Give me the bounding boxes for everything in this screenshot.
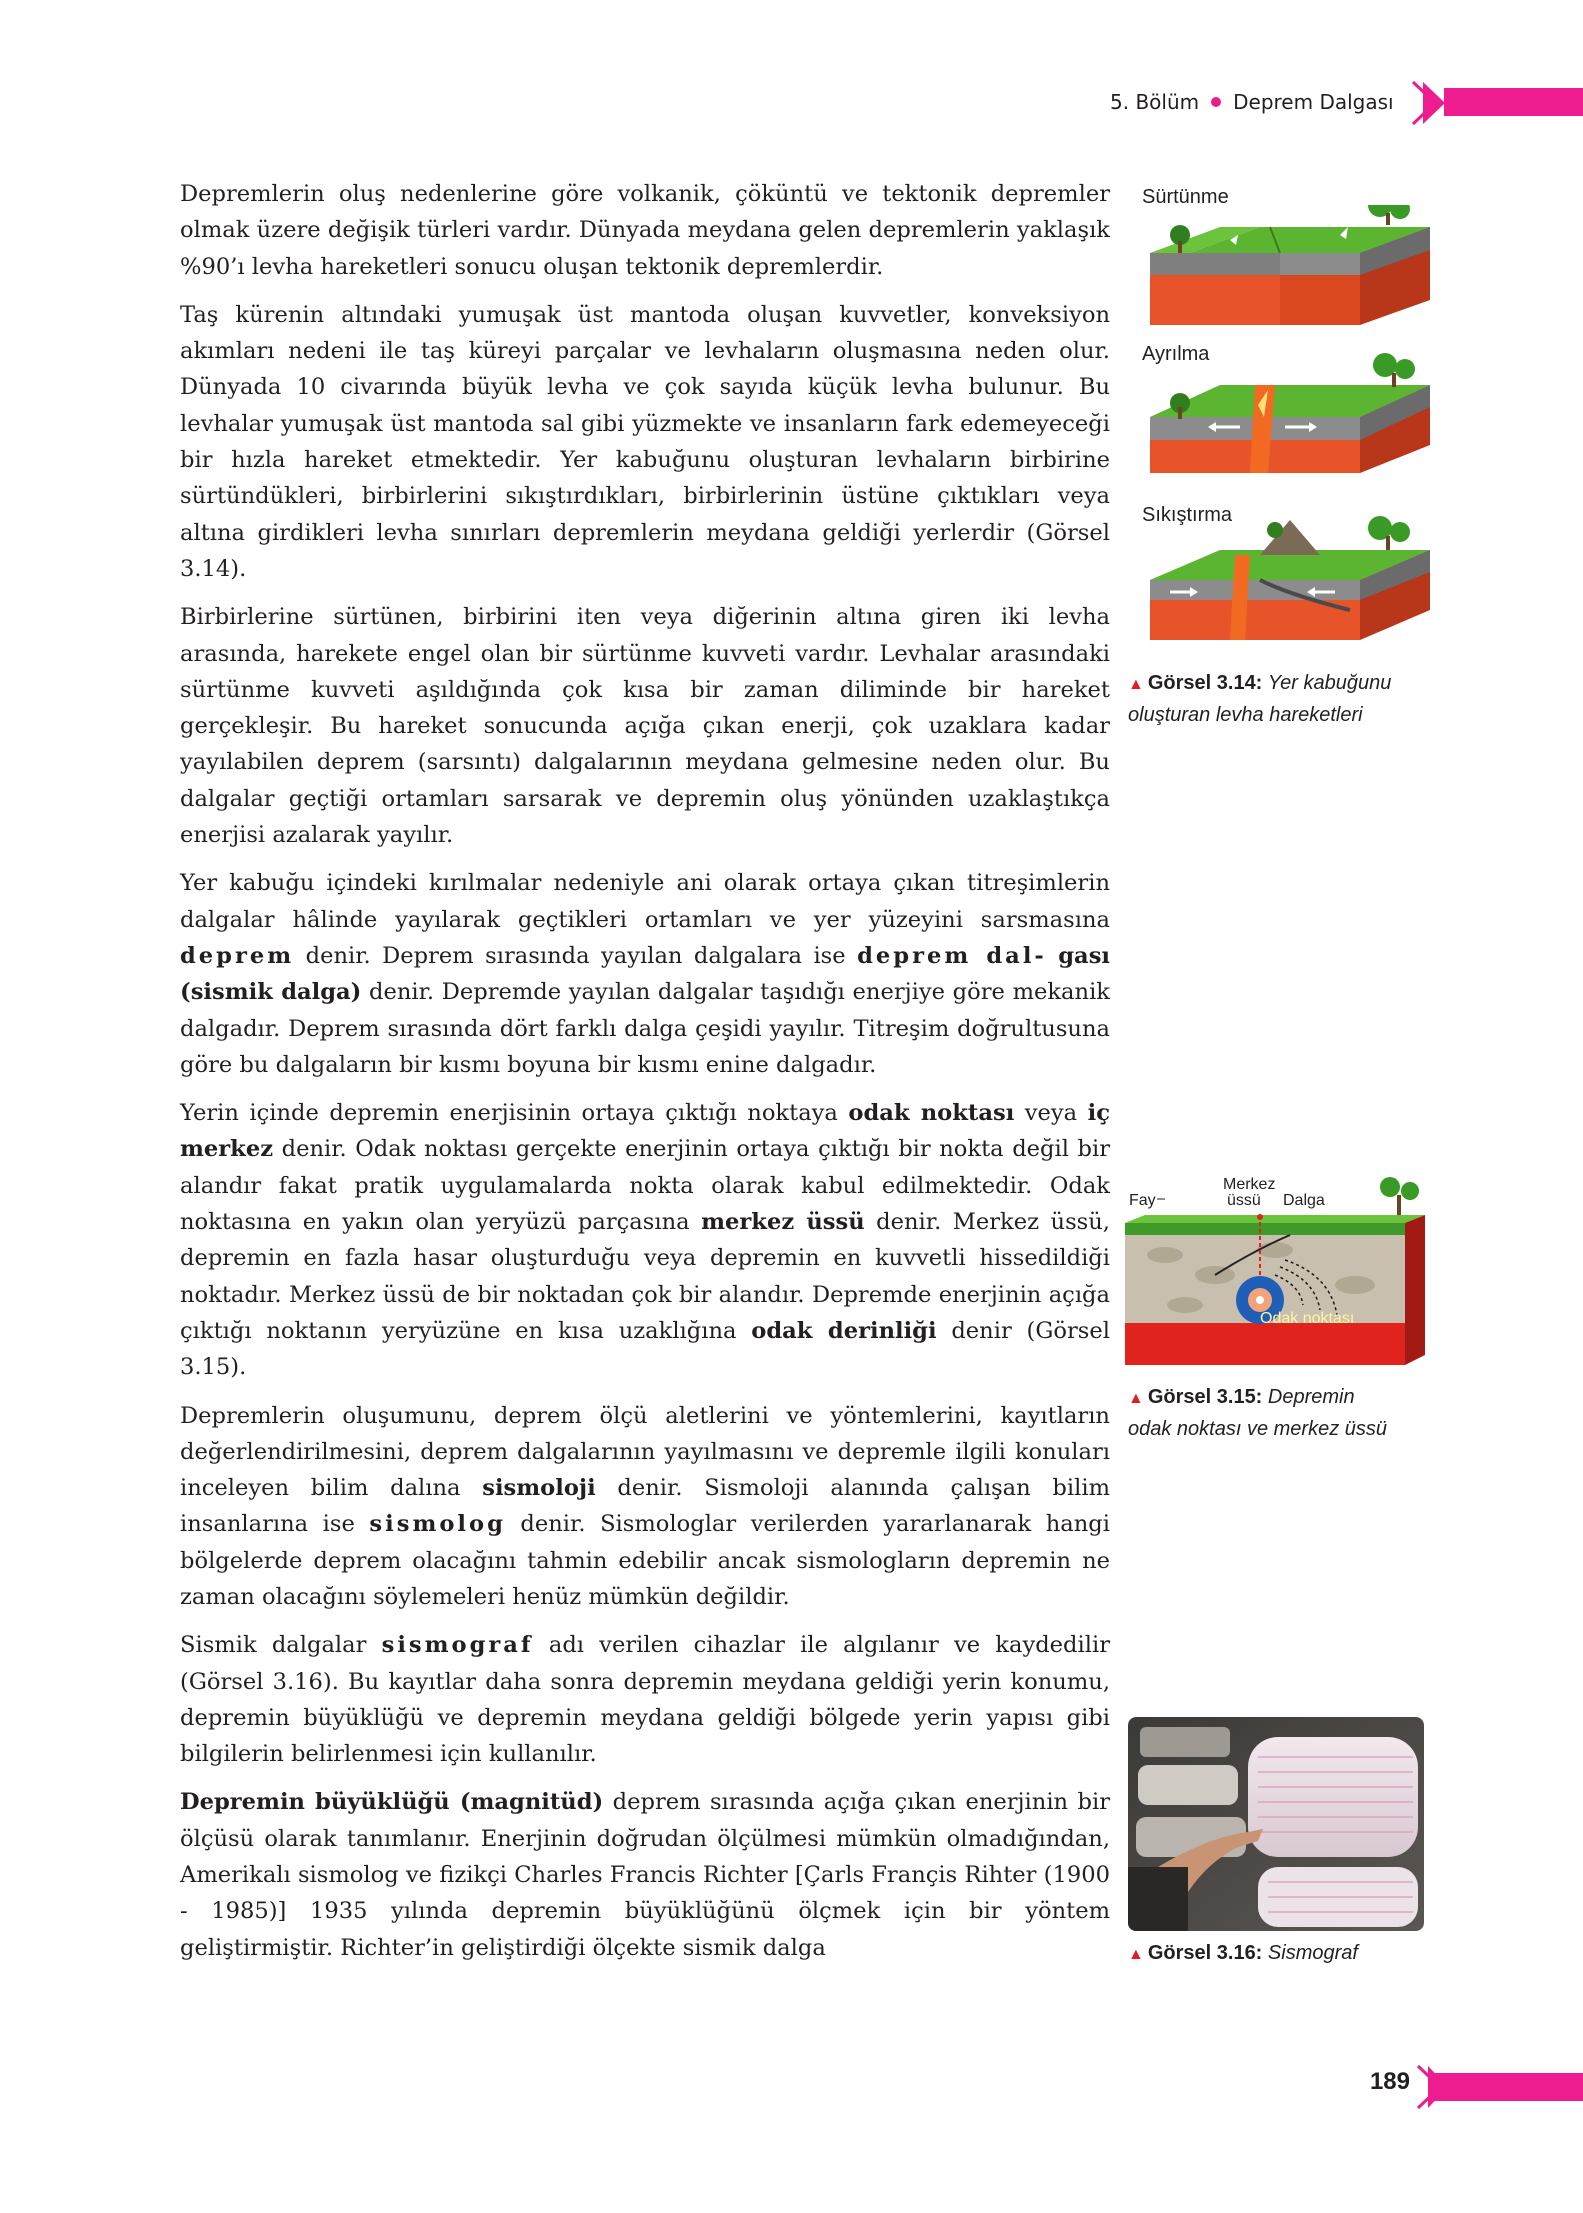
term-deprem-dalgasi: deprem dal- bbox=[857, 942, 1047, 969]
fig315-label-fay: Fay bbox=[1129, 1192, 1156, 1209]
plate-friction-illustration bbox=[1150, 205, 1430, 335]
term-merkez-ussu: merkez üssü bbox=[701, 1209, 865, 1236]
fig315-label-odak: Odak noktası bbox=[1260, 1310, 1355, 1327]
paragraph-4: Yer kabuğu içindeki kırılmalar nedeniyle ani olarak ortaya çıkan titreşimlerin dalgalar hâlinde yayılarak geçtikleri ortamları ve yer yüzeyini sarsmasına deprem denir. Deprem sırasında yayılan dalgalara ise deprem dal- gası (sismik dalga) denir. Depremde yayılan dalgalar taşıdığı enerjiye göre mekanik dalgadır. Deprem sırasında dört farklı dalga çeşidi yayılır. Titreşim doğrultusuna göre bu dalgaların bir kısmı boyuna bir kısmı enine dalgadır. bbox=[180, 870, 1110, 1078]
fig314-caption: ▲ Görsel 3.14: Yer kabuğunu oluşturan levha hareketleri bbox=[1128, 672, 1392, 726]
plate-compression-illustration bbox=[1150, 500, 1430, 650]
paragraph-3: Birbirlerine sürtünen, birbirini iten veya diğerinin altına giren iki levha arasında, harekete engel olan bir sürtünme kuvveti vardır. Levhalar arasındaki sürtünme kuvveti aşıldığında çok kısa bir zaman diliminde bir hareket gerçekleşir. Bu hareket sonucunda açığa çıkan enerji, çok uzaklara kadar yayılabilen deprem (sarsıntı) dalgalarının meydana gelmesine neden olur. Bu dalgalar geçtiği ortamları sarsarak ve depremin oluş yönünden uzaklaştıkça enerjisi azalarak yayılır. bbox=[180, 604, 1110, 849]
running-header bbox=[1110, 82, 1394, 122]
term-sismoloji: sismoloji bbox=[482, 1475, 596, 1502]
term-sismograf: sismograf bbox=[381, 1632, 534, 1659]
paragraph-7: Sismik dalgalar sismograf adı verilen cihazlar ile algılanır ve kaydedilir (Görsel 3.16). Bu kayıtlar daha sonra depremin meydana geldiği yerin konumu, depremin büyüklüğü ve depremin meydana geldiği bölgede yerin yapısı gibi bilgilerin belirlenmesi için kullanılır. bbox=[180, 1632, 1110, 1768]
caption-triangle-icon: ▲ bbox=[1128, 1390, 1144, 1407]
caption-triangle-icon: ▲ bbox=[1128, 1946, 1144, 1963]
seismograph-photo bbox=[1128, 1717, 1424, 1931]
bullet-dot-icon bbox=[1211, 97, 1221, 107]
term-sismik-dalga: gası (sismik dalga) bbox=[180, 942, 1110, 1006]
fig314-label-sikistirma: Sıkıştırma bbox=[1142, 504, 1233, 526]
page-number: 189 bbox=[1369, 2068, 1410, 2095]
term-odak-derinligi: odak derinliği bbox=[751, 1317, 937, 1344]
paragraph-5: Yerin içinde depremin enerjisinin ortaya çıktığı noktaya odak noktası veya iç merkez denir. Odak noktası gerçekte enerjinin ortaya çıktığı bir nokta değil bir alandır fakat pratik uygulamalarda nokta olarak kabul edilmektedir. Odak noktasına en yakın olan yeryüzü parçasına merkez üssü denir. Merkez üssü, depremin en fazla hasar oluşturduğu veya depremin en kuvvetli hissedildiği noktadır. Merkez üssü de bir noktadan çok bir alandır. Depremde enerjinin açığa çıktığı noktanın yeryüzüne en kısa uzaklığına odak derinliği denir (Görsel 3.15). bbox=[180, 1100, 1110, 1381]
main-text bbox=[180, 176, 1110, 1978]
term-magnitud: Depremin büyüklüğü (magnitüd) bbox=[180, 1789, 604, 1816]
plate-divergence-illustration bbox=[1150, 345, 1430, 480]
fig314-label-surtunme: Sürtünme bbox=[1142, 186, 1229, 208]
header-accent-bar bbox=[1444, 88, 1583, 116]
section-label: Deprem Dalgası bbox=[1233, 90, 1394, 114]
chapter-label: 5. Bölüm bbox=[1110, 90, 1200, 114]
paragraph-2: Taş kürenin altındaki yumuşak üst mantoda oluşan kuvvetler, konveksiyon akımları nedeni ile taş küreyi parçalar ve levhaların oluşmasına neden olur. Dünyada 10 civarında büyük levha ve çok sayıda küçük levha bulunur. Bu levhalar yumuşak üst mantoda sal gibi yüzmekte ve insanların fark edemeyeceği bir hızla hareket etmektedir. Yer kabuğunu oluşturan levhaların birbirine sürtündükleri, birbirlerini sıkıştırdıkları, birbirlerinin üstüne çıktıkları veya altına girdikleri levha sınırları depremlerin meydana geldiği yerlerdir (Görsel 3.14). bbox=[180, 301, 1110, 582]
fig315-label-dalga: Dalga bbox=[1283, 1192, 1325, 1209]
term-sismolog: sismolog bbox=[369, 1511, 506, 1538]
fig316-caption: ▲ Görsel 3.16: Sismograf bbox=[1128, 1942, 1358, 1964]
term-ic-merkez: iç merkez bbox=[180, 1100, 1110, 1163]
footer-accent-bar bbox=[1434, 2073, 1583, 2101]
paragraph-8: Depremin büyüklüğü (magnitüd) deprem sırasında açığa çıkan enerjinin bir ölçüsü olarak tanımlanır. Enerjinin doğrudan ölçülmesi mümkün olmadığından, Amerikalı sismolog ve fizikçi Charles Francis Richter [Çarls Françis Rihter (1900 - 1985)] 1935 yılında depremin büyüklüğünü ölçmek için bir yöntem geliştirmiştir. Richter’in geliştirdiği ölçekte sismik dalga bbox=[180, 1789, 1111, 1961]
fig315-label-ussu: üssü bbox=[1227, 1192, 1261, 1209]
fig315-caption: ▲ Görsel 3.15: Depremin odak noktası ve merkez üssü bbox=[1128, 1386, 1388, 1440]
paragraph-1: Depremlerin oluş nedenlerine göre volkanik, çöküntü ve tektonik depremler olmak üzere değişik türleri vardır. Dünyada meydana gelen depremlerin yaklaşık %90’ı levha hareketleri sonucu oluşan tektonik depremlerdir. bbox=[180, 181, 1110, 280]
earthquake-focus-illustration bbox=[1125, 1175, 1435, 1375]
term-odak-noktasi: odak noktası bbox=[848, 1100, 1015, 1127]
header-chevron-icon bbox=[1405, 78, 1445, 128]
fig315-label-merkez: Merkez bbox=[1223, 1176, 1276, 1193]
caption-triangle-icon: ▲ bbox=[1128, 676, 1144, 693]
fig314-label-ayrilma: Ayrılma bbox=[1142, 343, 1210, 365]
term-deprem: deprem bbox=[180, 942, 295, 969]
paragraph-6: Depremlerin oluşumunu, deprem ölçü aletlerini ve yöntemlerini, kayıtların değerlendirilmesini, deprem dalgalarının yayılmasını ve depremle ilgili konuları inceleyen bilim dalına sismoloji denir. Sismoloji alanında çalışan bilim insanlarına ise sismolog denir. Sismologlar verilerden yararlanarak hangi bölgelerde deprem olacağını tahmin edebilir ancak sismologların depremin ne zaman olacağını söylemeleri henüz mümkün değildir. bbox=[180, 1402, 1110, 1610]
